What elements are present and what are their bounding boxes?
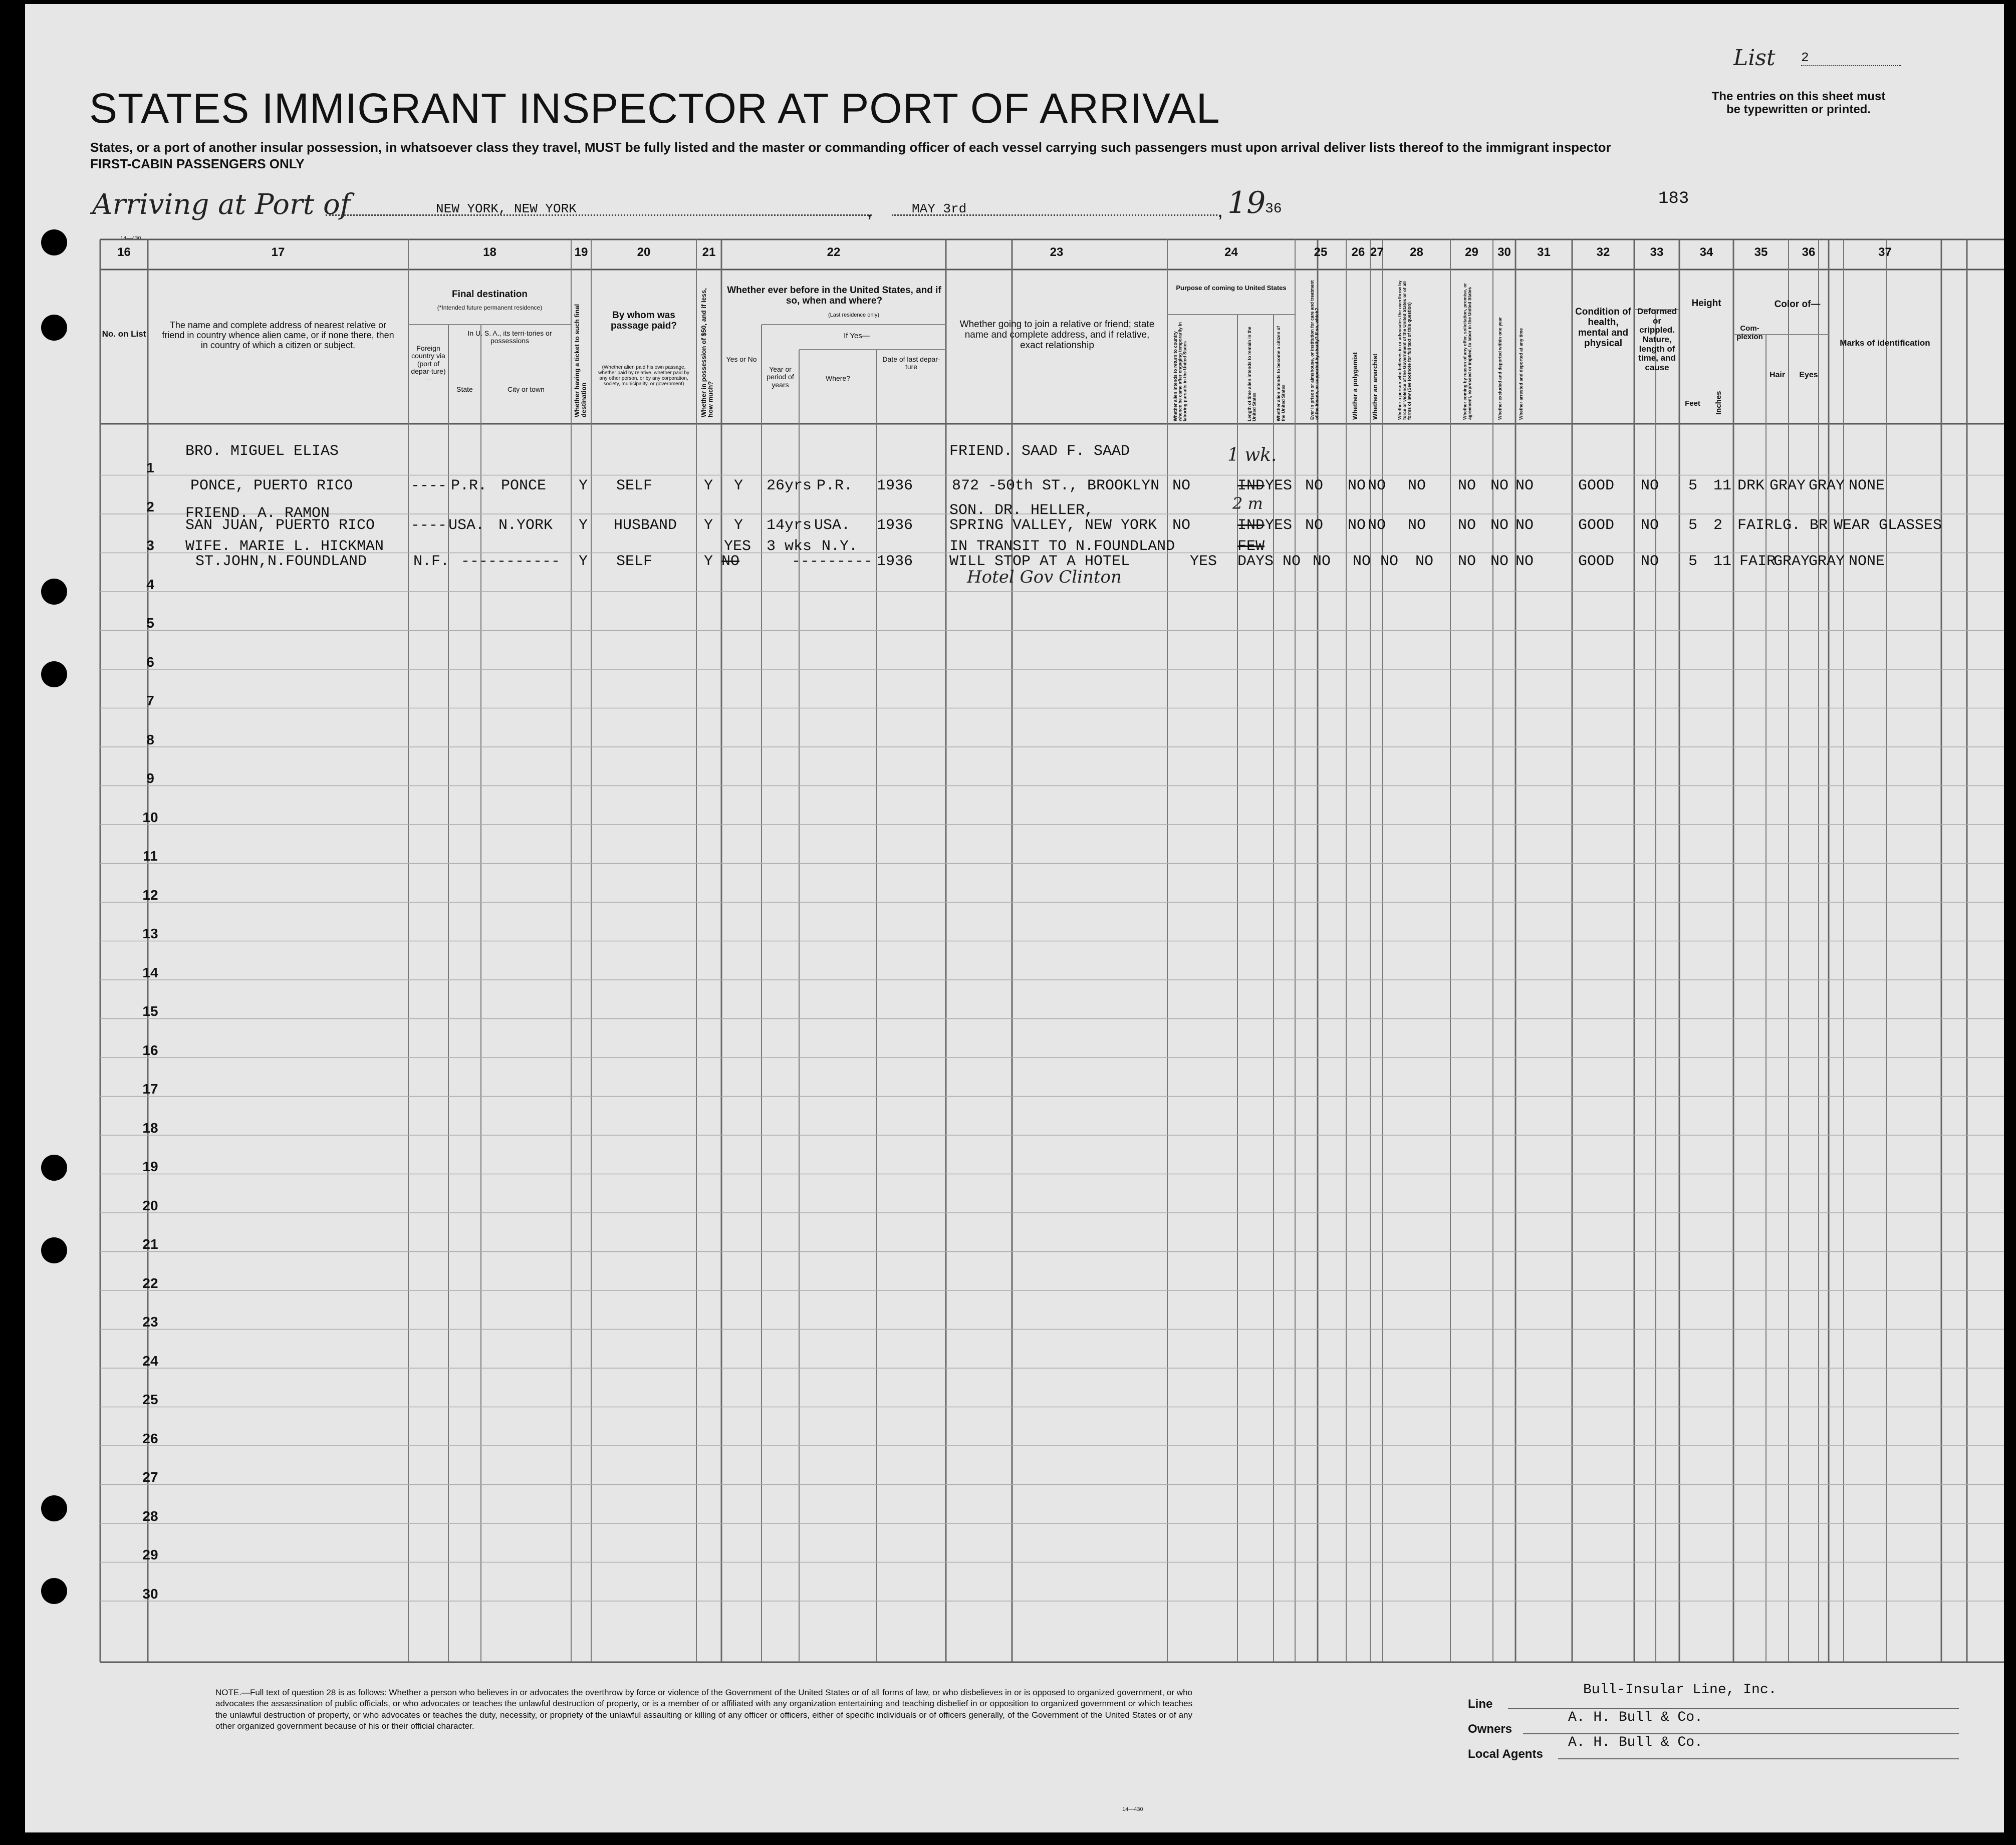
q29: NO — [1458, 553, 1476, 570]
header-inches: Inches — [1714, 391, 1723, 415]
header-purpose: Purpose of coming to United States — [1176, 284, 1287, 292]
colnum-17: 17 — [271, 245, 285, 259]
anarchist: NO — [1368, 517, 1386, 534]
last-departure: 1936 — [877, 517, 913, 534]
list-number: 2 — [1801, 50, 1901, 66]
marks: NONE — [1849, 553, 1885, 570]
inches: 11 — [1713, 477, 1732, 494]
q28: NO — [1415, 553, 1434, 570]
q30: NO — [1490, 477, 1509, 494]
years: 26yrs — [767, 477, 812, 494]
agents-value: A. H. Bull & Co. — [1568, 1735, 1703, 1750]
list-label: List — [1733, 45, 1776, 71]
where: N.Y. — [822, 538, 858, 555]
city: PONCE — [501, 477, 547, 494]
deformed: NO — [1641, 477, 1659, 494]
possession-50: Y — [704, 517, 713, 534]
colnum-16: 16 — [117, 245, 131, 259]
header-polygamist: Whether a polygamist — [1351, 352, 1359, 420]
length: IND — [1237, 477, 1265, 494]
punch-hole — [41, 661, 67, 687]
complexion: DRK — [1737, 477, 1765, 494]
colnum-26: 26 — [1351, 245, 1365, 259]
colnum-27: 27 — [1370, 245, 1384, 259]
row-number: 14 — [142, 964, 158, 980]
colnum-30: 30 — [1497, 245, 1511, 259]
header-joining: Whether going to join a relative or friend; state name and complete address, and if relative, exact relationship — [959, 319, 1155, 351]
state: P.R. — [451, 477, 487, 494]
q30: NO — [1490, 553, 1509, 570]
colnum-32: 32 — [1596, 245, 1610, 259]
colnum-23: 23 — [1050, 245, 1064, 259]
q31: NO — [1516, 553, 1534, 570]
year-suffix: 36 — [1265, 201, 1282, 217]
footer-note: NOTE.—Full text of question 28 is as follows: Whether a person who believes in or advocates the overthrow by force or violence of the Government of the United States or of all forms of law, or who disbelieves in or is opposed to organized government, or who advocates the assassination of public officials, or who advocates or teaches the unlawful destruction of property, or is a member of or affiliated with any organization entertaining and teaching disbelief in or opposition to organized government or which teaches the unlawful destruction of property, or who advocates or teaches the duty, necessity, or propriety of the unlawful assaulting or killing of any officer or officers, either of specific individuals or of officers generally, of the Government of the United States or of any other organized government because of his or their official character. — [215, 1688, 1192, 1731]
joining-line-2: SPRING VALLEY, NEW YORK — [949, 517, 1157, 534]
form-number-top: 14—430 — [120, 235, 141, 241]
header-prison: Ever in prison or almshouse, or institution for care and treatment of the insane, or supported by charity? If so, which? — [1310, 280, 1320, 420]
header-final-destination-note: (*Intended future permanent residence) — [437, 304, 543, 311]
header-eyes: Eyes — [1799, 371, 1818, 379]
punch-hole — [41, 229, 67, 255]
foreign-country: ---- — [411, 517, 447, 534]
joining-handwritten: Hotel Gov Clinton — [967, 567, 1122, 587]
punch-hole — [41, 579, 67, 605]
citizen: YES — [1265, 477, 1293, 494]
complexion: FAIR — [1739, 553, 1776, 570]
anarchist: NO — [1368, 477, 1386, 494]
q29: NO — [1458, 517, 1476, 534]
eyes: GRAY — [1809, 553, 1845, 570]
passage-paid: SELF — [616, 477, 653, 494]
header-last-residence: (Last residence only) — [828, 312, 880, 318]
prison: NO — [1305, 477, 1324, 494]
relative-address: SAN JUAN, PUERTO RICO — [185, 517, 375, 534]
return: YES — [1190, 553, 1217, 570]
relative-name: BRO. MIGUEL ELIAS — [185, 443, 339, 460]
last-departure: 1936 — [877, 477, 913, 494]
ever-before: Y — [734, 477, 743, 494]
note-line-1: The entries on this sheet must — [1711, 90, 1886, 103]
q28: NO — [1408, 477, 1426, 494]
header-purpose-a: Whether alien intends to return to country whence he came after engaging temporarily in laboring pursuits in the United States — [1173, 322, 1187, 421]
row-number: 10 — [142, 809, 158, 825]
row-number: 28 — [142, 1508, 158, 1524]
foreign-country: N.F. — [413, 553, 450, 570]
row-number: 2 — [146, 498, 154, 514]
form-number-bottom: 14—430 — [1122, 1806, 1143, 1812]
colnum-18: 18 — [483, 245, 496, 259]
q31: NO — [1516, 477, 1534, 494]
class-line: FIRST-CABIN PASSENGERS ONLY — [90, 156, 305, 171]
joining-line-2: 872 -50th ST., BROOKLYN — [952, 477, 1160, 494]
colnum-28: 28 — [1410, 245, 1423, 259]
header-height: Height — [1691, 298, 1721, 309]
health: GOOD — [1578, 477, 1615, 494]
colnum-19: 19 — [574, 245, 588, 259]
row-number: 16 — [142, 1042, 158, 1058]
header-marks: Marks of identification — [1840, 338, 1930, 348]
punch-hole — [41, 1237, 67, 1263]
port-value: NEW YORK, NEW YORK — [436, 201, 577, 216]
header-color-of: Color of— — [1774, 299, 1821, 310]
q30: NO — [1490, 517, 1509, 534]
sheet-number: 183 — [1658, 189, 1689, 208]
joining-line-1: SON. DR. HELLER, — [949, 502, 1094, 519]
ever-before-yes: YES — [724, 538, 751, 555]
row-number: 19 — [142, 1159, 158, 1174]
row-number: 22 — [142, 1275, 158, 1291]
row-number: 21 — [142, 1236, 158, 1252]
header-ticket: Whether having a ticket to such final destination — [573, 304, 588, 417]
header-purpose-c: Whether alien intends to become a citizen of the United States — [1276, 326, 1286, 421]
length: IND — [1237, 517, 1265, 534]
ever-before: Y — [734, 517, 743, 534]
row-number: 4 — [146, 576, 154, 592]
header-q31: Whether arrested and deported at any time — [1519, 328, 1524, 420]
row-number: 24 — [142, 1353, 158, 1369]
length-handwritten: 2 m — [1232, 494, 1263, 513]
header-ever-before: Whether ever before in the United States, and if so, when and where? — [727, 285, 941, 306]
length: FEW — [1237, 538, 1265, 555]
header-no-on-list: No. on List — [102, 329, 146, 339]
last-departure: 1936 — [877, 553, 913, 570]
line-value: Bull-Insular Line, Inc. — [1583, 1682, 1777, 1698]
line-underline — [1508, 1708, 1959, 1709]
joining-line-1: FRIEND. SAAD F. SAAD — [949, 443, 1130, 460]
line-label: Line — [1468, 1697, 1493, 1711]
deformed: NO — [1641, 553, 1659, 570]
feet: 5 — [1688, 553, 1698, 570]
complexion: FAIR — [1737, 517, 1774, 534]
arriving-label: Arriving at Port of — [92, 188, 351, 221]
health: GOOD — [1578, 517, 1615, 534]
colnum-22: 22 — [827, 245, 841, 259]
where: P.R. — [817, 477, 853, 494]
header-final-destination: Final destination — [452, 289, 528, 300]
citizen: NO — [1283, 553, 1301, 570]
colnum-37: 37 — [1878, 245, 1892, 259]
citizen: YES — [1265, 517, 1293, 534]
row-number: 9 — [146, 770, 154, 786]
return: NO — [1172, 517, 1191, 534]
prison: NO — [1305, 517, 1324, 534]
possession-50: Y — [704, 553, 713, 570]
punch-hole — [41, 1495, 67, 1521]
row-number: 7 — [146, 693, 154, 708]
owners-underline — [1523, 1733, 1959, 1734]
header-complexion: Com-plexion — [1736, 324, 1763, 341]
polygamist: NO — [1348, 517, 1366, 534]
row-number: 1 — [146, 460, 154, 475]
relative-name: WIFE. MARIE L. HICKMAN — [185, 538, 384, 555]
colnum-20: 20 — [637, 245, 651, 259]
owners-value: A. H. Bull & Co. — [1568, 1710, 1703, 1725]
row-number: 29 — [142, 1547, 158, 1562]
row-number: 8 — [146, 731, 154, 747]
city: N.YORK — [498, 517, 553, 534]
row-number: 11 — [143, 848, 158, 864]
row-number: 18 — [142, 1120, 158, 1136]
joining-line-2: WILL STOP AT A HOTEL — [949, 553, 1130, 570]
row-number: 25 — [142, 1392, 158, 1407]
manifest-sheet — [25, 4, 2004, 1832]
relative-address: PONCE, PUERTO RICO — [190, 477, 353, 494]
where: USA. — [814, 517, 851, 534]
hair: LG. BR — [1774, 517, 1828, 534]
colnum-34: 34 — [1699, 245, 1713, 259]
inches: 11 — [1713, 553, 1732, 570]
eyes: GRAY — [1809, 477, 1845, 494]
q31: NO — [1516, 517, 1534, 534]
comma-1: , — [867, 199, 873, 221]
relative-name: FRIEND. A. RAMON — [185, 505, 330, 522]
row-number: 3 — [146, 538, 154, 553]
marks: WEAR GLASSES — [1834, 517, 1942, 534]
header-yes-no: Yes or No — [726, 355, 757, 363]
header-foreign-country: Foreign country via (port of depar-ture)— — [411, 344, 446, 383]
polygamist: NO — [1353, 553, 1371, 570]
header-feet: Feet — [1685, 399, 1700, 408]
colnum-24: 24 — [1224, 245, 1238, 259]
row-number: 27 — [142, 1469, 158, 1485]
state: USA. — [448, 517, 485, 534]
hair: GRAY — [1770, 477, 1806, 494]
header-city: City or town — [508, 385, 545, 393]
row-number: 30 — [142, 1586, 158, 1602]
row-number: 17 — [142, 1081, 158, 1097]
owners-label: Owners — [1468, 1722, 1513, 1736]
row-number: 12 — [142, 887, 158, 903]
punch-hole — [41, 1578, 67, 1604]
feet: 5 — [1688, 477, 1698, 494]
feet: 5 — [1688, 517, 1698, 534]
comma-2: , — [1217, 199, 1223, 221]
header-deformed: Deformed or crippled. Nature, length of time, and cause — [1637, 307, 1677, 373]
colnum-31: 31 — [1537, 245, 1551, 259]
agents-underline — [1558, 1758, 1959, 1759]
header-if-yes: If Yes— — [844, 332, 870, 340]
subtitle-text: States, or a port of another insular possession, in whatsoever class they travel, MUST be fully listed and the master or commanding officer of each vessel carrying such passengers must upon arrival deliver lists thereof to the immigrant inspector — [90, 140, 1611, 155]
row-number: 15 — [142, 1003, 158, 1019]
table-grid — [25, 4, 2004, 1832]
header-passage-paid: By whom was passage paid? — [611, 310, 677, 331]
colnum-33: 33 — [1650, 245, 1664, 259]
ticket: Y — [579, 553, 588, 570]
marks: NONE — [1849, 477, 1885, 494]
row-number: 5 — [146, 615, 154, 631]
header-q28: Whether a person who believes in or advocates the overthrow by force or violence of the Government of the United States or of all forms of law (See footnote for full text of this question) — [1397, 280, 1412, 420]
header-year-period: Year or period of years — [767, 365, 794, 389]
q29: NO — [1458, 477, 1476, 494]
health: GOOD — [1578, 553, 1615, 570]
punch-hole — [41, 315, 67, 341]
q28: NO — [1408, 517, 1426, 534]
inches: 2 — [1713, 517, 1723, 534]
hair: GRAY — [1774, 553, 1810, 570]
length-days: DAYS — [1237, 553, 1274, 570]
agents-label: Local Agents — [1468, 1747, 1543, 1761]
header-health: Condition of health, mental and physical — [1575, 307, 1631, 349]
page-title: STATES IMMIGRANT INSPECTOR AT PORT OF ARRIVAL — [89, 85, 1220, 132]
colnum-25: 25 — [1314, 245, 1328, 259]
colnum-21: 21 — [702, 245, 716, 259]
row-number: 26 — [142, 1430, 158, 1446]
ticket: Y — [579, 517, 588, 534]
return: NO — [1172, 477, 1191, 494]
state: ----------- — [461, 553, 561, 570]
row-number: 13 — [142, 926, 158, 941]
header-q29: Whether coming by reason of any offer, solicitation, promise, or agreement, expressed or implied, to labor in the United States — [1462, 283, 1472, 420]
header-in-usa: In U. S. A., its terri-tories or possessions — [467, 329, 552, 345]
years: 14yrs — [767, 517, 812, 534]
years: 3 wks — [767, 538, 812, 555]
header-hair: Hair — [1769, 371, 1786, 379]
relative-address: ST.JOHN,N.FOUNDLAND — [195, 553, 367, 570]
row-number: 23 — [142, 1314, 158, 1330]
colnum-35: 35 — [1754, 245, 1768, 259]
date-value: MAY 3rd — [912, 201, 967, 216]
note-line-2: be typewritten or printed. — [1726, 103, 1871, 117]
possession-50: Y — [704, 477, 713, 494]
row-number: 6 — [146, 654, 154, 670]
colnum-29: 29 — [1465, 245, 1478, 259]
header-purpose-b: Length of time alien intends to remain in the United States — [1247, 326, 1257, 421]
joining-line-1: IN TRANSIT TO N.FOUNDLAND — [949, 538, 1175, 555]
row-number: 20 — [142, 1197, 158, 1213]
foreign-country: ---- — [411, 477, 447, 494]
header-relative-friend: The name and complete address of nearest relative or friend in country whence alien came, or if none there, then in country of which a citizen or subject. — [162, 320, 394, 350]
deformed: NO — [1641, 517, 1659, 534]
passage-paid: SELF — [616, 553, 653, 570]
polygamist: NO — [1348, 477, 1366, 494]
header-q30: Whether excluded and deported within one year — [1497, 317, 1502, 420]
passage-paid: HUSBAND — [614, 517, 677, 534]
ever-before: NO — [721, 553, 740, 570]
header-anarchist: Whether an anarchist — [1371, 353, 1379, 420]
year-prefix: 19 — [1227, 185, 1266, 220]
header-where: Where? — [825, 374, 851, 382]
prison: NO — [1313, 553, 1331, 570]
header-possession-50: Whether in possession of $50, and if less, how much? — [700, 288, 714, 417]
where-dashes: --------- — [792, 553, 873, 570]
length-handwritten: 1 wk. — [1227, 445, 1277, 465]
ticket: Y — [579, 477, 588, 494]
colnum-36: 36 — [1802, 245, 1816, 259]
punch-hole — [41, 1155, 67, 1181]
header-date-last-departure: Date of last depar-ture — [882, 355, 940, 371]
anarchist: NO — [1380, 553, 1399, 570]
header-passage-paid-note: (Whether alien paid his own passage, whether paid by relative, whether paid by any other person, or by any corporation, society, municipality, or government) — [598, 365, 689, 387]
header-state: State — [456, 385, 473, 393]
